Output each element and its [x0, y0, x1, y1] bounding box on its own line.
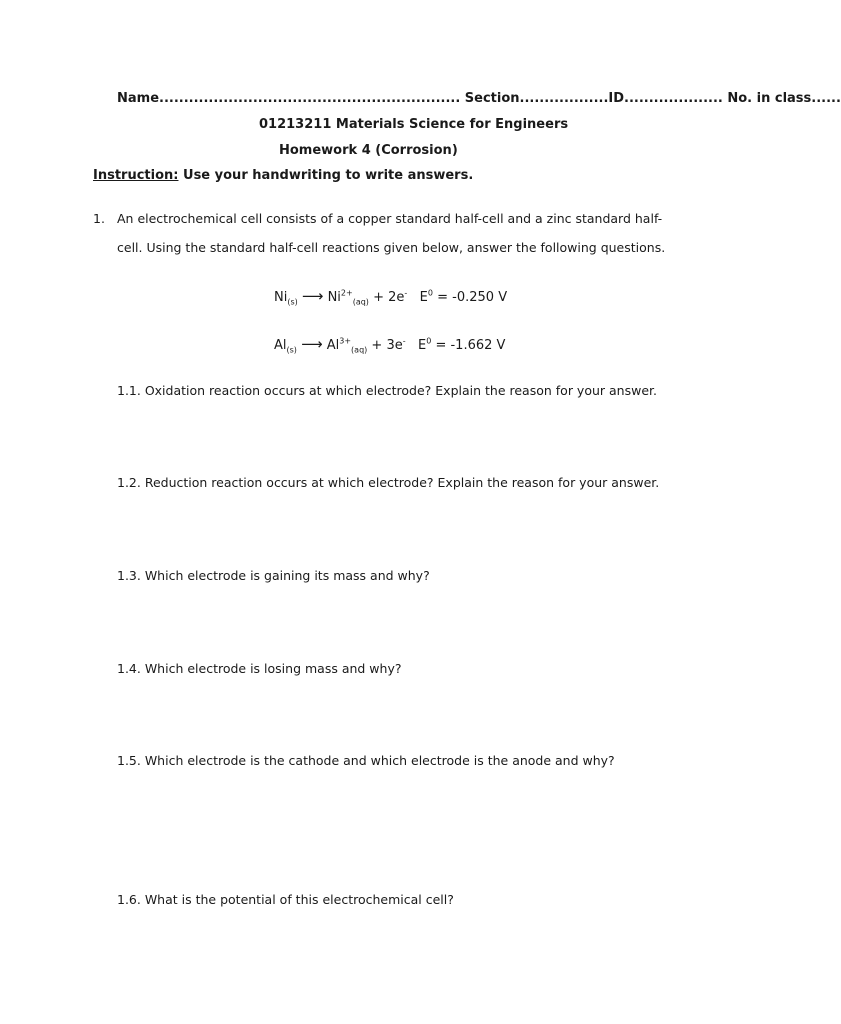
product-charge: 3+ [339, 336, 352, 346]
subquestion-1-5: 1.5. Which electrode is the cathode and which electrode is the anode and why? [117, 753, 615, 768]
subquestion-1-4: 1.4. Which electrode is losing mass and why? [117, 661, 402, 676]
reaction-nickel [274, 287, 507, 307]
reaction-aluminum [274, 335, 505, 355]
product-state: (aq) [352, 297, 369, 307]
course-title: 01213211 Materials Science for Engineers [259, 117, 569, 132]
question-1-line-1: An electrochemical cell consists of a copper standard half-cell and a zinc standard half- [117, 211, 663, 226]
e0-label: E [419, 290, 428, 305]
question-1-number: 1. [93, 211, 105, 226]
arrow-icon: ⟶ [301, 335, 323, 353]
subquestion-1-2: 1.2. Reduction reaction occurs at which electrode? Explain the reason for your answer. [117, 475, 660, 490]
product: Ni [327, 290, 341, 305]
product-charge: 2+ [340, 288, 353, 298]
reactant-state: (s) [286, 345, 297, 355]
subquestion-1-1: 1.1. Oxidation reaction occurs at which electrode? Explain the reason for your answer. [117, 383, 657, 398]
reactant: Al [274, 338, 287, 353]
electron-sign: - [402, 336, 406, 346]
question-1-line-2: cell. Using the standard half-cell reactions given below, answer the following questions. [117, 240, 666, 255]
e0-label: E [418, 338, 427, 353]
subquestion-1-6: 1.6. What is the potential of this electrochemical cell? [117, 892, 454, 907]
product: Al [326, 338, 340, 353]
instruction-label: Instruction: [93, 168, 179, 183]
e0-sup: 0 [426, 336, 432, 346]
instruction [93, 168, 473, 183]
product-state: (aq) [351, 345, 368, 355]
e0-sup: 0 [427, 288, 433, 298]
subquestion-1-3: 1.3. Which electrode is gaining its mass and why? [117, 568, 430, 583]
reactant-state: (s) [287, 297, 298, 307]
electrons: + 2e [373, 290, 405, 305]
electrons: + 3e [371, 338, 403, 353]
electron-sign: - [404, 288, 408, 298]
arrow-icon: ⟶ [301, 287, 324, 305]
e0-value: = -1.662 V [435, 338, 506, 353]
homework-title: Homework 4 (Corrosion) [279, 143, 458, 158]
e0-value: = -0.250 V [437, 290, 508, 305]
name-section-line: Name............................................................. Section..................ID.................... No. in class...... [117, 91, 841, 106]
instruction-text: Use your handwriting to write answers. [183, 168, 474, 183]
reactant: Ni [274, 290, 288, 305]
